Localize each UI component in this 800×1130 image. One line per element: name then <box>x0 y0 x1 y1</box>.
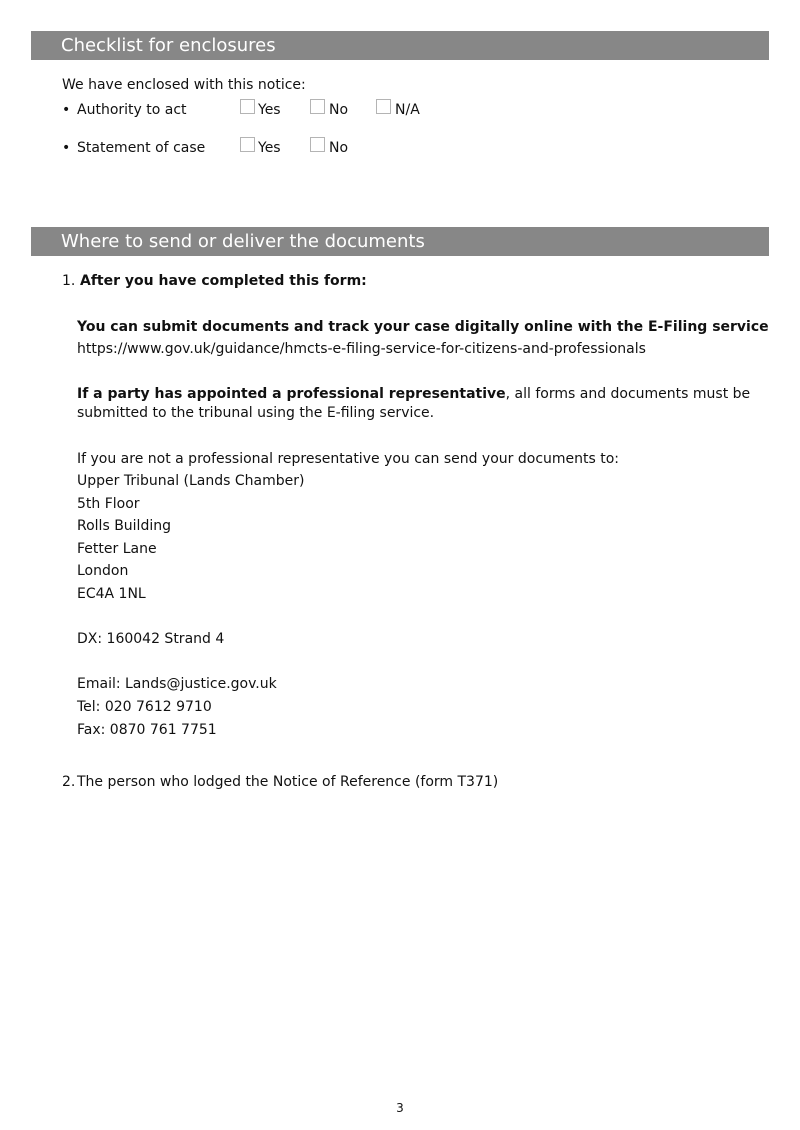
efiling-url[interactable]: https://www.gov.uk/guidance/hmcts-e-filing-service-for-citizens-and-professionals <box>77 341 646 357</box>
authority-yes-label: Yes <box>258 102 281 118</box>
address-line: 5th Floor <box>77 495 140 512</box>
representative-paragraph <box>77 385 767 423</box>
statement-no-label: No <box>329 140 349 156</box>
checklist-item-label: Statement of case <box>77 140 206 156</box>
authority-na-checkbox[interactable] <box>376 99 391 114</box>
postal-address <box>77 472 304 608</box>
representative-bold: If a party has appointed a professional representative <box>77 386 506 402</box>
bullet: • <box>62 140 71 156</box>
bullet: • <box>62 102 71 118</box>
statement-yes-checkbox[interactable] <box>240 137 255 152</box>
representative-rest: , all forms and documents must be submitted to the tribunal using the E-filing service. <box>77 386 751 421</box>
checklist-section-header <box>31 31 769 60</box>
authority-na-label: N/A <box>395 102 420 118</box>
address-line: Upper Tribunal (Lands Chamber) <box>77 473 305 489</box>
email-line: Email: Lands@justice.gov.uk <box>77 676 277 692</box>
page-number: 3 <box>396 1101 404 1115</box>
efiling-heading: You can submit documents and track your case digitally online with the E-Filing service <box>77 319 769 335</box>
statement-yes-label: Yes <box>258 140 281 156</box>
checklist-item-label: Authority to act <box>77 102 187 118</box>
address-line: Rolls Building <box>77 518 171 535</box>
statement-no-checkbox[interactable] <box>310 137 325 152</box>
address-line: Fetter Lane <box>77 540 157 557</box>
address-line: London <box>77 563 129 580</box>
authority-no-label: No <box>329 102 349 118</box>
telephone-line: Tel: 020 7612 9710 <box>77 699 212 715</box>
checklist-intro: We have enclosed with this notice: <box>62 77 306 93</box>
item-1-number: 1. <box>62 273 76 289</box>
item-1-heading: After you have completed this form: <box>80 273 367 289</box>
item-2-number: 2. <box>62 774 76 790</box>
fax-line: Fax: 0870 761 7751 <box>77 722 217 738</box>
item-2-text: The person who lodged the Notice of Reference (form T371) <box>77 774 499 790</box>
authority-no-checkbox[interactable] <box>310 99 325 114</box>
authority-yes-checkbox[interactable] <box>240 99 255 114</box>
delivery-section-title: Where to send or deliver the documents <box>61 231 425 252</box>
non-representative-intro: If you are not a professional representative you can send your documents to: <box>77 451 620 467</box>
address-line: EC4A 1NL <box>77 585 146 602</box>
dx-number: DX: 160042 Strand 4 <box>77 631 225 647</box>
delivery-section-header <box>31 227 769 256</box>
checklist-section-title: Checklist for enclosures <box>61 35 276 56</box>
